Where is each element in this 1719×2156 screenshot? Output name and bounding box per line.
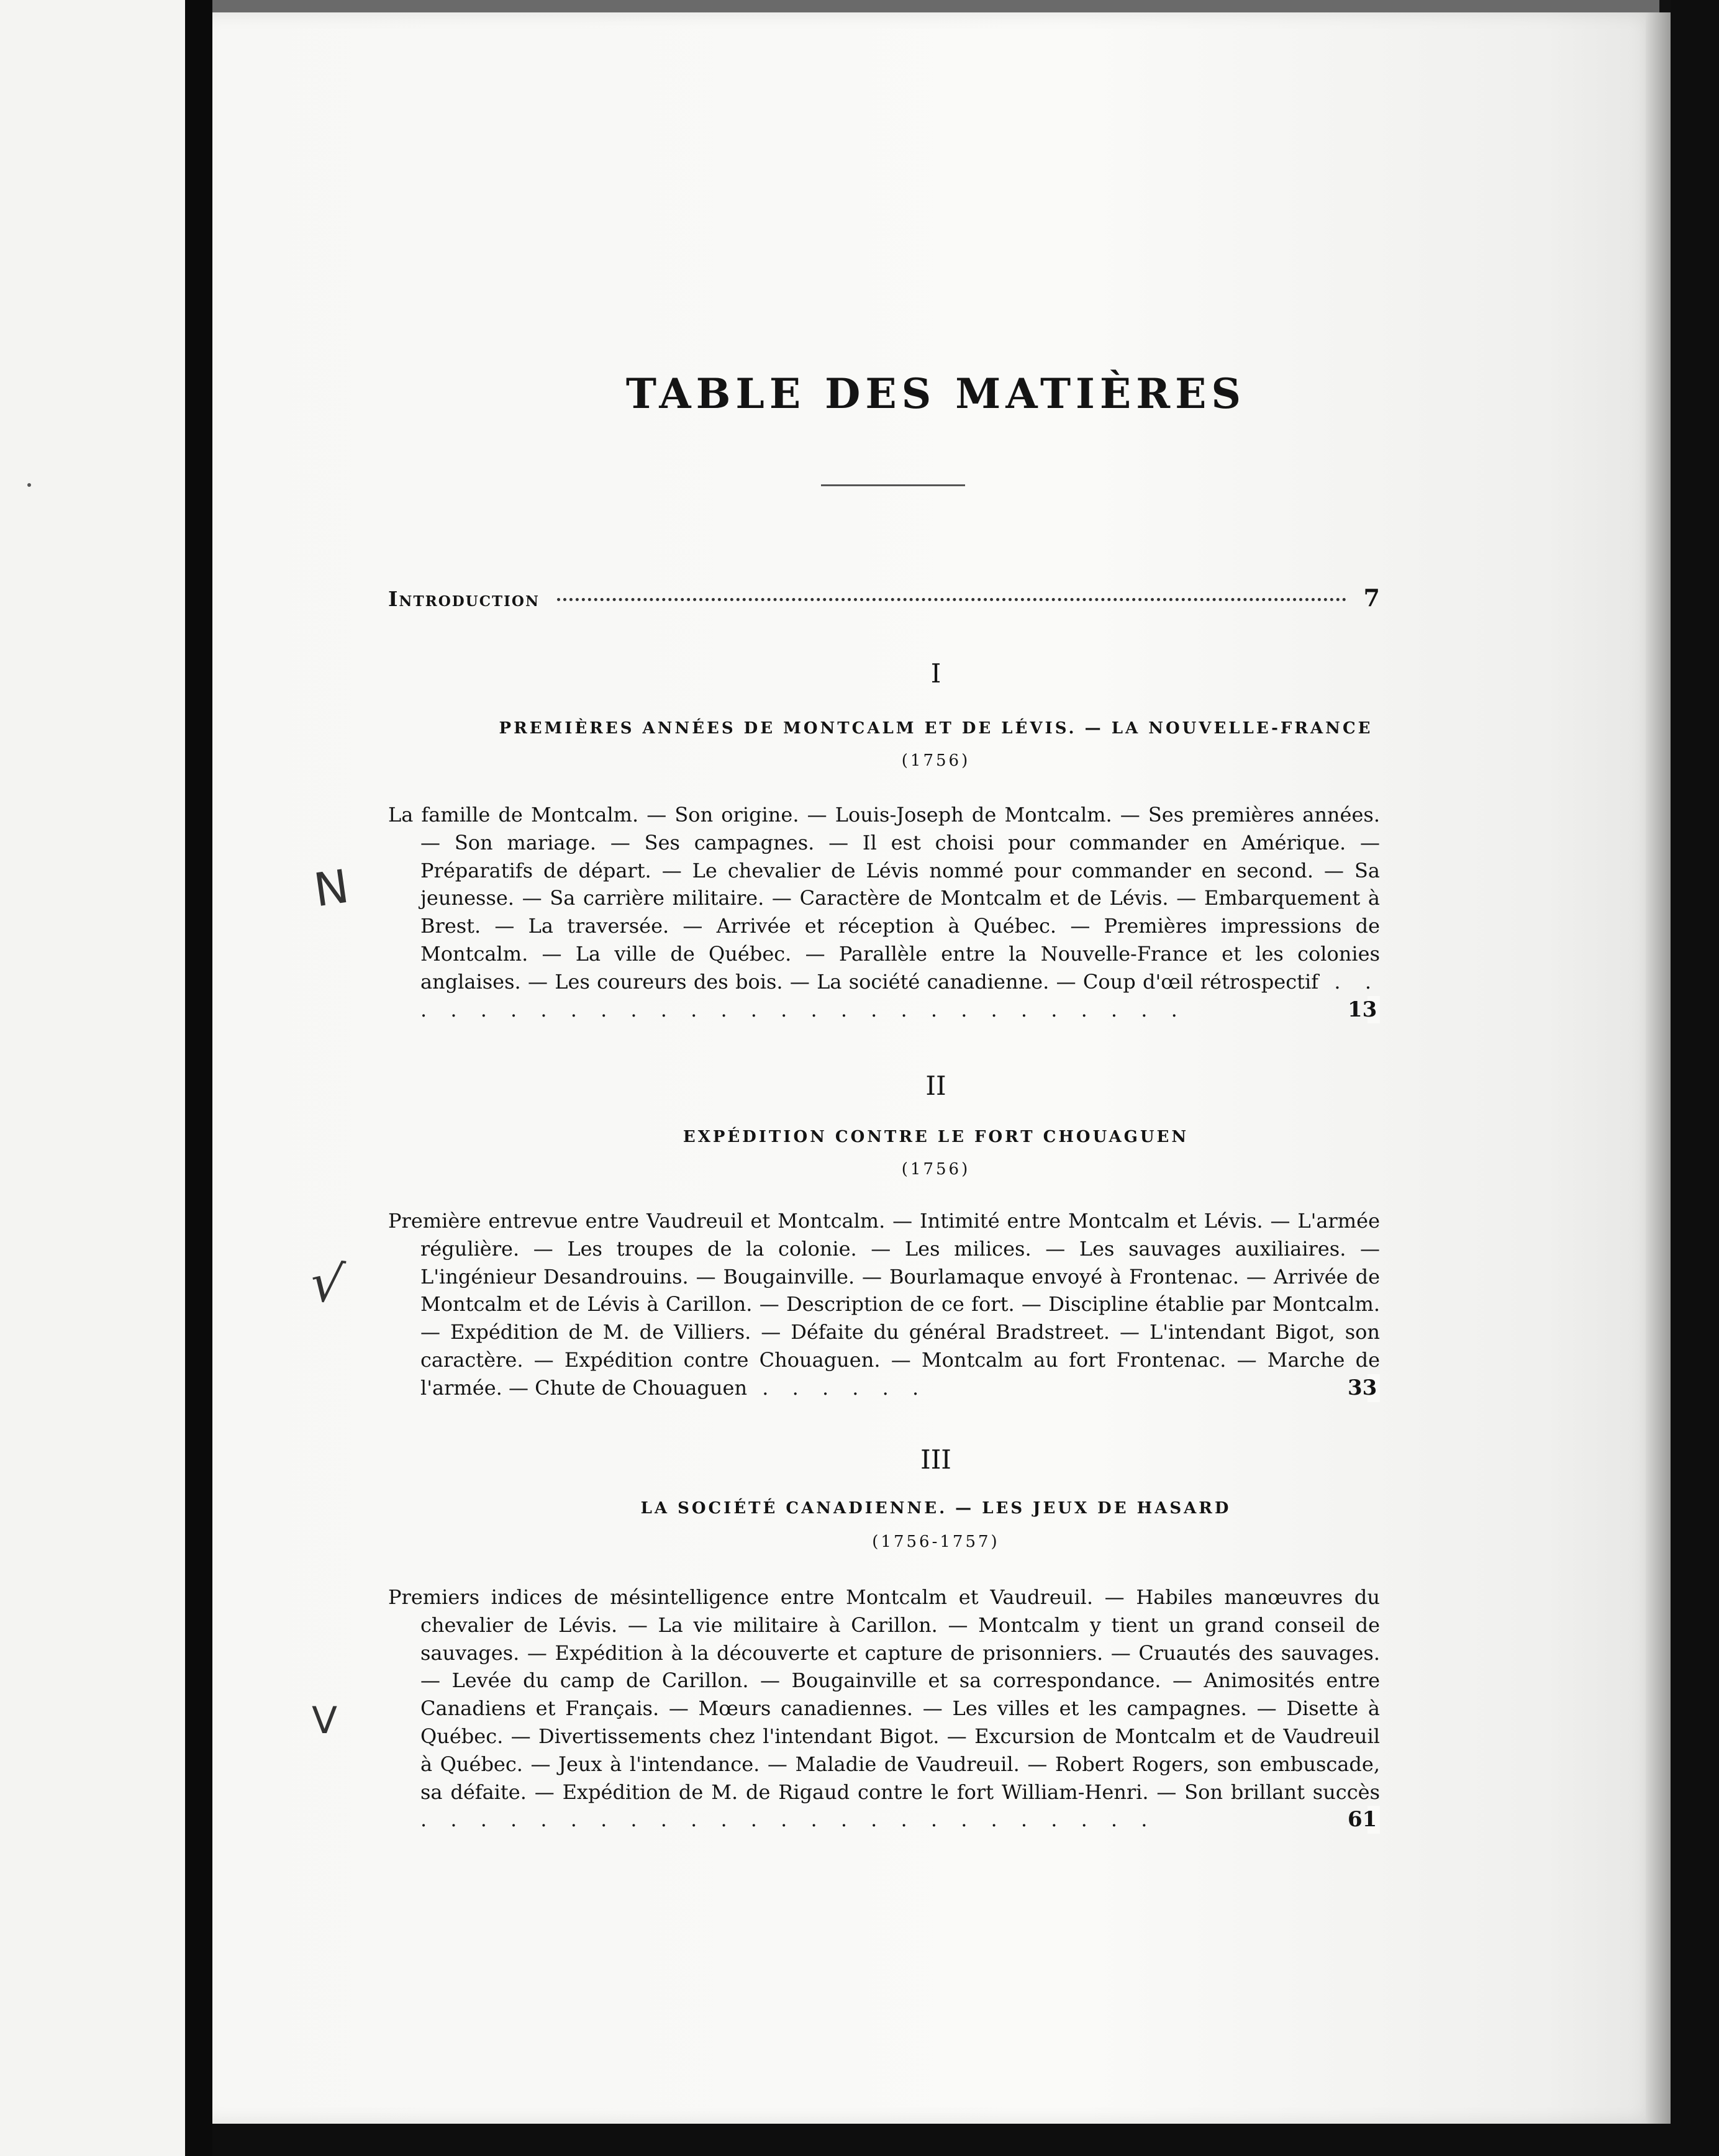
facing-page <box>0 0 185 2156</box>
chapter-date: (1756-1757) <box>872 1533 1000 1551</box>
title-rule <box>821 484 965 486</box>
chapter-page-number: 33 <box>1367 1374 1380 1402</box>
margin-fleck <box>27 483 31 487</box>
chapter-title: EXPÉDITION CONTRE LE FORT CHOUAGUEN <box>683 1128 1189 1146</box>
page-title: TABLE DES MATIÈRES <box>625 369 1246 418</box>
page-top-edge <box>212 0 1659 12</box>
dot-leader: . . . . . . . . . . . . . . . . . . . . . . . . . . . . <box>420 969 1381 1021</box>
chapter-summary <box>388 1583 1380 1834</box>
chapter-number: I <box>930 658 941 689</box>
handwritten-margin-mark: N <box>311 859 353 918</box>
chapter-date: (1756) <box>901 751 971 770</box>
chapter-page-number: 61 <box>1367 1806 1380 1834</box>
dot-leader <box>557 598 1346 601</box>
introduction-label: Introduction <box>388 587 540 611</box>
chapter-title: PREMIÈRES ANNÉES DE MONTCALM ET DE LÉVIS. — LA NOUVELLE-FRANCE <box>499 719 1373 738</box>
chapter-summary-text: Première entrevue entre Vaudreuil et Montcalm. — Intimité entre Montcalm et Lévis. — L'armée régulière. — Les troupes de la colonie. — Les milices. — Les sauvages auxiliaires. — L'ingénieur Desandrouins. — Bougainville. — Bourlamaque envoyé à Frontenac. — Arrivée de Montcalm et de Lévis à Carillon. — Description de ce fort. — Discipline établie par Montcalm. — Expédition de M. de Villiers. — Défaite du général Bradstreet. — L'intendant Bigot, son caractère. — Expédition contre Chouaguen. — Montcalm au fort Frontenac. — Marche de l'armée. — Chute de Chouaguen <box>388 1209 1380 1400</box>
chapter-date: (1756) <box>901 1160 971 1179</box>
book-gutter <box>185 0 212 2156</box>
chapter-number: II <box>925 1071 946 1101</box>
page-fold-edge <box>1646 12 1671 2124</box>
scan-border-right <box>1671 0 1719 2156</box>
toc-entry-introduction <box>388 584 1380 615</box>
handwritten-margin-mark: √ <box>307 1251 347 1316</box>
scan-border-bottom <box>212 2124 1719 2156</box>
dot-leader: . . . . . . . . . . . . . . . . . . . . . . . . . <box>420 1808 1156 1832</box>
chapter-summary-text: Premiers indices de mésintelligence entre Montcalm et Vaudreuil. — Habiles manœuvres du chevalier de Lévis. — La vie militaire à Carillon. — Montcalm y tient un grand conseil de sauvages. — Expédition à la découverte et capture de prisonniers. — Cruautés des sauvages. — Levée du camp de Carillon. — Bougainville et sa correspondance. — Animosités entre Canadiens et Français. — Mœurs canadiennes. — Les villes et les campagnes. — Disette à Québec. — Divertissements chez l'intendant Bigot. — Excursion de Montcalm et de Vaudreuil à Québec. — Jeux à l'intendance. — Maladie de Vaudreuil. — Robert Rogers, son embuscade, sa défaite. — Expédition de M. de Rigaud contre le fort William-Henri. — Son brillant succès <box>388 1585 1380 1804</box>
chapter-number: III <box>920 1444 951 1475</box>
handwritten-margin-mark: V <box>312 1699 338 1742</box>
introduction-page-number: 7 <box>1363 584 1380 612</box>
chapter-summary <box>388 1207 1380 1402</box>
chapter-page-number: 13 <box>1367 996 1380 1024</box>
chapter-summary-text: La famille de Montcalm. — Son origine. — Louis-Joseph de Montcalm. — Ses premières années. — Son mariage. — Ses campagnes. — Il est choisi pour commander en Amérique. — Préparatifs de départ. — Le chevalier de Lévis nommé pour commander en second. — Sa jeunesse. — Sa carrière militaire. — Caractère de Montcalm et de Lévis. — Embarquement à Brest. — La traversée. — Arrivée et réception à Québec. — Premières impressions de Montcalm. — La ville de Québec. — Parallèle entre la Nouvelle-France et les colonies anglaises. — Les coureurs des bois. — La société canadienne. — Coup d'œil rétrospectif <box>388 803 1380 994</box>
chapter-title: LA SOCIÉTÉ CANADIENNE. — LES JEUX DE HASARD <box>640 1499 1231 1518</box>
chapter-summary <box>388 801 1380 1023</box>
dot-leader: . . . . . . <box>747 1375 928 1400</box>
